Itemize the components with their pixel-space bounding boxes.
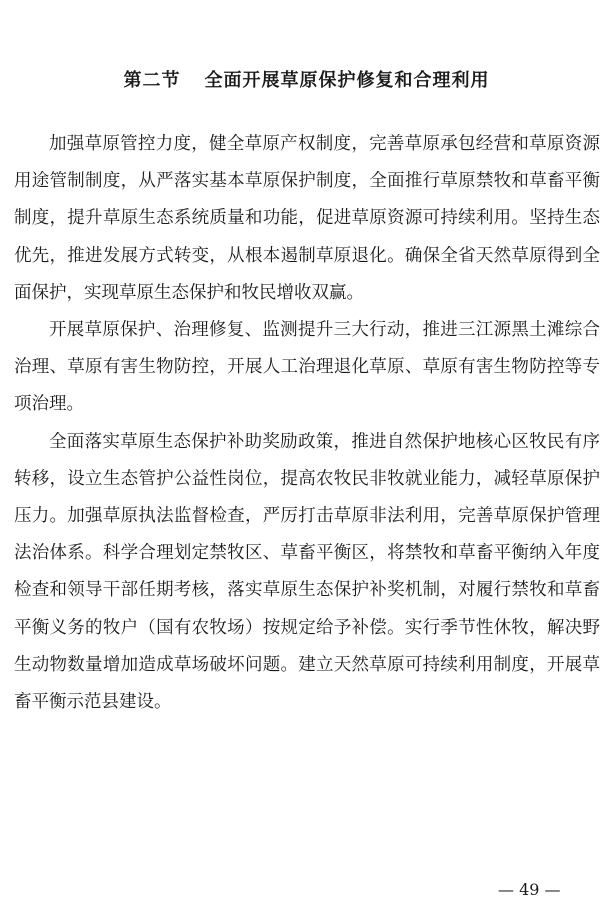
section-title: 全面开展草原保护修复和合理利用 [204, 70, 490, 91]
paragraph-2: 开展草原保护、治理修复、监测提升三大行动，推进三江源黑土滩综合治理、草原有害生物防控，开展人工治理退化草原、草原有害生物防控等专项治理。 [14, 320, 600, 415]
section-heading [0, 66, 613, 92]
body-text [14, 126, 600, 721]
page-number: — 49 — [498, 880, 561, 899]
section-number: 第二节 [123, 70, 181, 91]
paragraph-1: 加强草原管控力度，健全草原产权制度，完善草原承包经营和草原资源用途管制制度，从严落实基本草原保护制度，全面推行草原禁牧和草畜平衡制度，提升草原生态系统质量和功能，促进草原资源可持续利用。坚持生态优先，推进发展方式转变，从根本遏制草原退化。确保全省天然草原得到全面保护，实现草原生态保护和牧民增收双赢。 [14, 134, 600, 303]
paragraph-3: 全面落实草原生态保护补助奖励政策，推进自然保护地核心区牧民有序转移，设立生态管护公益性岗位，提高农牧民非牧就业能力，减轻草原保护压力。加强草原执法监督检查，严厉打击草原非法利用，完善草原保护管理法治体系。科学合理划定禁牧区、草畜平衡区，将禁牧和草畜平衡纳入年度检查和领导干部任期考核，落实草原生态保护补奖机制，对履行禁牧和草畜平衡义务的牧户（国有农牧场）按规定给予补偿。实行季节性休牧，解决野生动物数量增加造成草场破坏问题。建立天然草原可持续利用制度，开展草畜平衡示范县建设。 [14, 431, 600, 713]
